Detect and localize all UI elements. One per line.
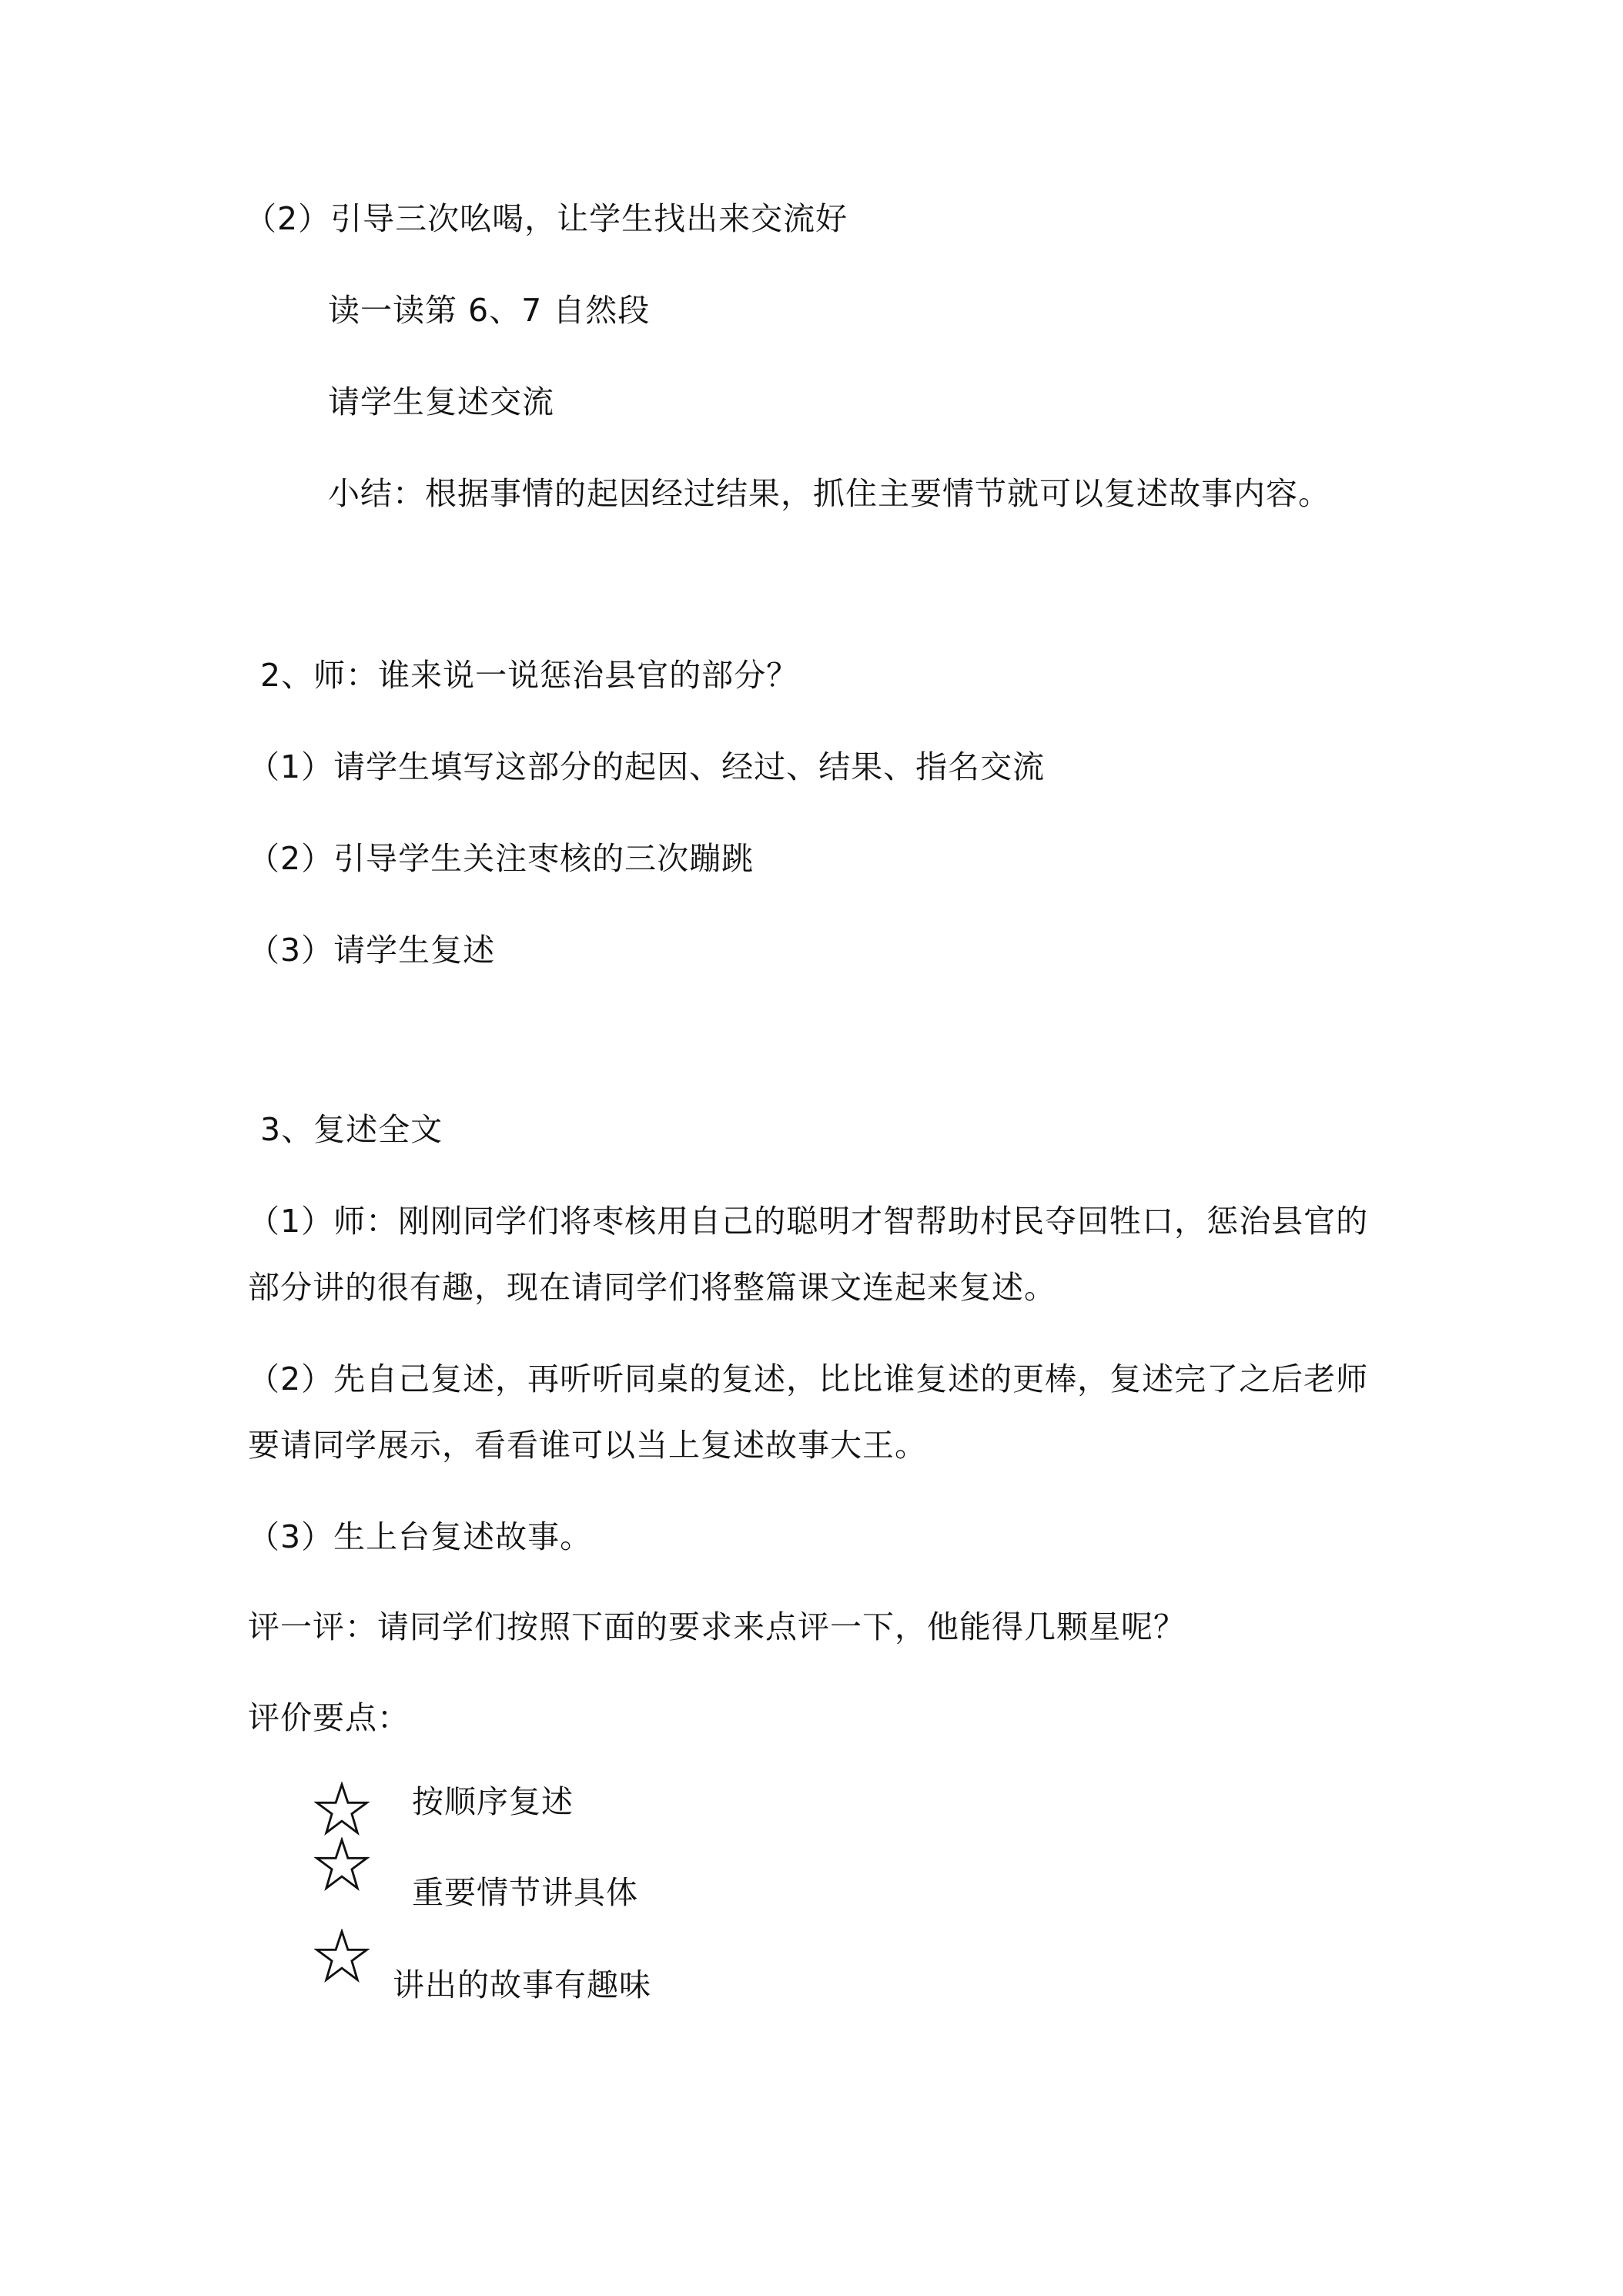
- text-line-14: （3）生上台复述故事。: [248, 1518, 593, 1555]
- star-icon: [314, 1929, 370, 1984]
- criterion-label-1: 按顺序复述: [412, 1783, 574, 1820]
- text-line-5: 2、师：谁来说一说惩治县官的部分？: [260, 657, 799, 694]
- text-line-8: （3）请学生复述: [248, 932, 496, 969]
- text-line-7: （2）引导学生关注枣核的三次蹦跳: [248, 840, 755, 877]
- criterion-label-3: 讲出的故事有趣味: [393, 1966, 651, 2003]
- text-line-16: 评价要点：: [248, 1699, 410, 1736]
- text-line-2: 读一读第 6、7 自然段: [328, 292, 651, 329]
- text-line-1: （2）引导三次吆喝，让学生找出来交流好: [245, 200, 848, 237]
- criterion-label-2: 重要情节讲具体: [412, 1874, 638, 1911]
- star-icon: [314, 1782, 370, 1837]
- text-line-9: 3、复述全文: [260, 1111, 443, 1148]
- text-line-3: 请学生复述交流: [328, 383, 554, 420]
- text-line-11: 部分讲的很有趣，现在请同学们将整篇课文连起来复述。: [248, 1269, 1056, 1306]
- text-line-13: 要请同学展示，看看谁可以当上复述故事大王。: [248, 1427, 927, 1464]
- text-line-12: （2）先自己复述，再听听同桌的复述，比比谁复述的更棒，复述完了之后老师: [248, 1361, 1369, 1397]
- text-line-10: （1）师：刚刚同学们将枣核用自己的聪明才智帮助村民夺回牲口，惩治县官的: [248, 1203, 1369, 1240]
- star-icon: [314, 1837, 370, 1893]
- text-line-6: （1）请学生填写这部分的起因、经过、结果、指名交流: [248, 748, 1046, 785]
- text-line-15: 评一评：请同学们按照下面的要求来点评一下，他能得几颗星呢？: [248, 1608, 1186, 1645]
- text-line-4: 小结：根据事情的起因经过结果，抓住主要情节就可以复述故事内容。: [328, 475, 1330, 512]
